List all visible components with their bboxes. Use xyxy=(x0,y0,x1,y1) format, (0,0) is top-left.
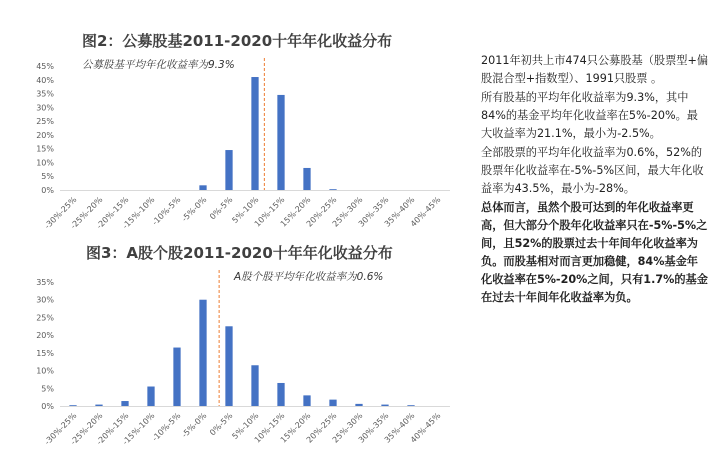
chart2-xtick: 5%-10% xyxy=(230,411,261,442)
chart1-xtick: 40%-45% xyxy=(408,195,443,229)
chart1-xtick: -30%-25% xyxy=(42,195,79,231)
chart2-xtick: 40%-45% xyxy=(408,411,443,445)
chart1-xtick: 0%-5% xyxy=(208,195,235,222)
chart1-ytick: 45% xyxy=(36,62,54,71)
chart1-xtick: -5%-0% xyxy=(180,195,209,224)
chart2-ytick: 15% xyxy=(36,348,54,358)
chart2-ytick: 0% xyxy=(41,402,54,411)
chart2-bar xyxy=(355,404,362,406)
chart2-xtick: 10%-15% xyxy=(252,411,287,445)
chart2-ytick: 5% xyxy=(41,384,54,394)
chart2-bar xyxy=(199,300,206,406)
chart2-xtick: 35%-40% xyxy=(382,411,417,445)
chart2-bar xyxy=(381,405,388,406)
chart2-xtick: -20%-15% xyxy=(94,411,131,447)
chart2-bar xyxy=(303,395,310,406)
chart1-xtick: -15%-10% xyxy=(120,195,157,231)
chart1-ytick: 20% xyxy=(36,130,54,140)
chart2-bar xyxy=(95,405,102,406)
side-paragraph-4: 总体而言，虽然个股可达到的年化收益率更高，但大部分个股年化收益率只在-5%-5%之间，且52%的股票过去十年间年化收益率为负。而股基相对而言更加稳健，84%基金年化收益率在5%-20%之间，只有1.7%的基金在过去十年间年化收益率为负。 xyxy=(481,201,708,304)
chart1-ytick: 35% xyxy=(36,89,54,99)
chart2-xtick: -25%-20% xyxy=(68,411,105,447)
chart1-xtick: 20%-25% xyxy=(304,195,339,229)
side-paragraph-3: 全部股票的平均年化收益率为0.6%，52%的股票年化收益率在-5%-5%区间，最大年化收益率为43.5%，最小为-28%。 xyxy=(481,146,704,195)
chart2-ytick: 35% xyxy=(36,278,54,287)
chart2-title: 图3：A股个股2011-2020十年年化收益分布 xyxy=(86,244,393,262)
chart1-xtick: -10%-5% xyxy=(150,195,183,228)
chart1-ytick: 10% xyxy=(36,158,54,168)
chart2-bar xyxy=(225,326,232,406)
chart2-ytick: 25% xyxy=(36,313,54,323)
side-text-panel xyxy=(481,52,709,308)
side-paragraph-1: 2011年初共上市474只公募股基（股票型+偏股混合型+指数型）、1991只股票 。 xyxy=(481,54,709,85)
chart1-ytick: 30% xyxy=(36,103,54,113)
chart2-xtick: 30%-35% xyxy=(356,411,391,445)
chart2-bar xyxy=(251,365,258,406)
chart2-bar xyxy=(69,405,76,406)
chart2-xtick: 25%-30% xyxy=(330,411,365,445)
chart1-xtick: -20%-15% xyxy=(94,195,131,231)
chart2-ytick: 10% xyxy=(36,366,54,376)
chart2-xtick: -10%-5% xyxy=(150,411,183,444)
chart1-ytick: 0% xyxy=(41,186,54,195)
chart2-xtick: -30%-25% xyxy=(42,411,79,447)
side-paragraph-2: 所有股基的平均年化收益率为9.3%，其中84%的基金平均年化收益率在5%-20%。最大收益率为21.1%，最小为-2.5%。 xyxy=(481,91,698,140)
chart2-bar xyxy=(329,400,336,406)
chart2-ytick: 20% xyxy=(36,331,54,341)
chart2-bar xyxy=(277,383,284,406)
chart2-xtick: 15%-20% xyxy=(278,411,313,445)
chart1-xtick: 30%-35% xyxy=(356,195,391,229)
chart1-xtick: 15%-20% xyxy=(278,195,313,229)
chart2-bar xyxy=(173,348,180,406)
chart1-ytick: 15% xyxy=(36,144,54,154)
chart1-xtick: 10%-15% xyxy=(252,195,287,229)
chart1-xtick: 5%-10% xyxy=(230,195,261,226)
chart1-xtick: 35%-40% xyxy=(382,195,417,229)
chart2-bar xyxy=(407,405,414,406)
chart2-xtick: 20%-25% xyxy=(304,411,339,445)
chart2-xtick: -15%-10% xyxy=(120,411,157,447)
chart2-ytick: 30% xyxy=(36,295,54,305)
chart2-bar xyxy=(121,401,128,406)
chart1-xtick: -25%-20% xyxy=(68,195,105,231)
chart2-xtick: 0%-5% xyxy=(208,411,235,438)
chart1-ytick: 5% xyxy=(41,172,54,182)
chart2-xtick: -5%-0% xyxy=(180,411,209,440)
chart1-ytick: 25% xyxy=(36,117,54,127)
chart1-xtick: 25%-30% xyxy=(330,195,365,229)
chart1-annotation: 公募股基平均年化收益率为9.3% xyxy=(82,59,235,71)
chart2-annotation: A股个股平均年化收益率为0.6% xyxy=(234,271,384,283)
chart1-title: 图2：公募股基2011-2020十年年化收益分布 xyxy=(82,32,393,50)
chart1-ytick: 40% xyxy=(36,75,54,85)
chart2-bar xyxy=(147,387,154,406)
